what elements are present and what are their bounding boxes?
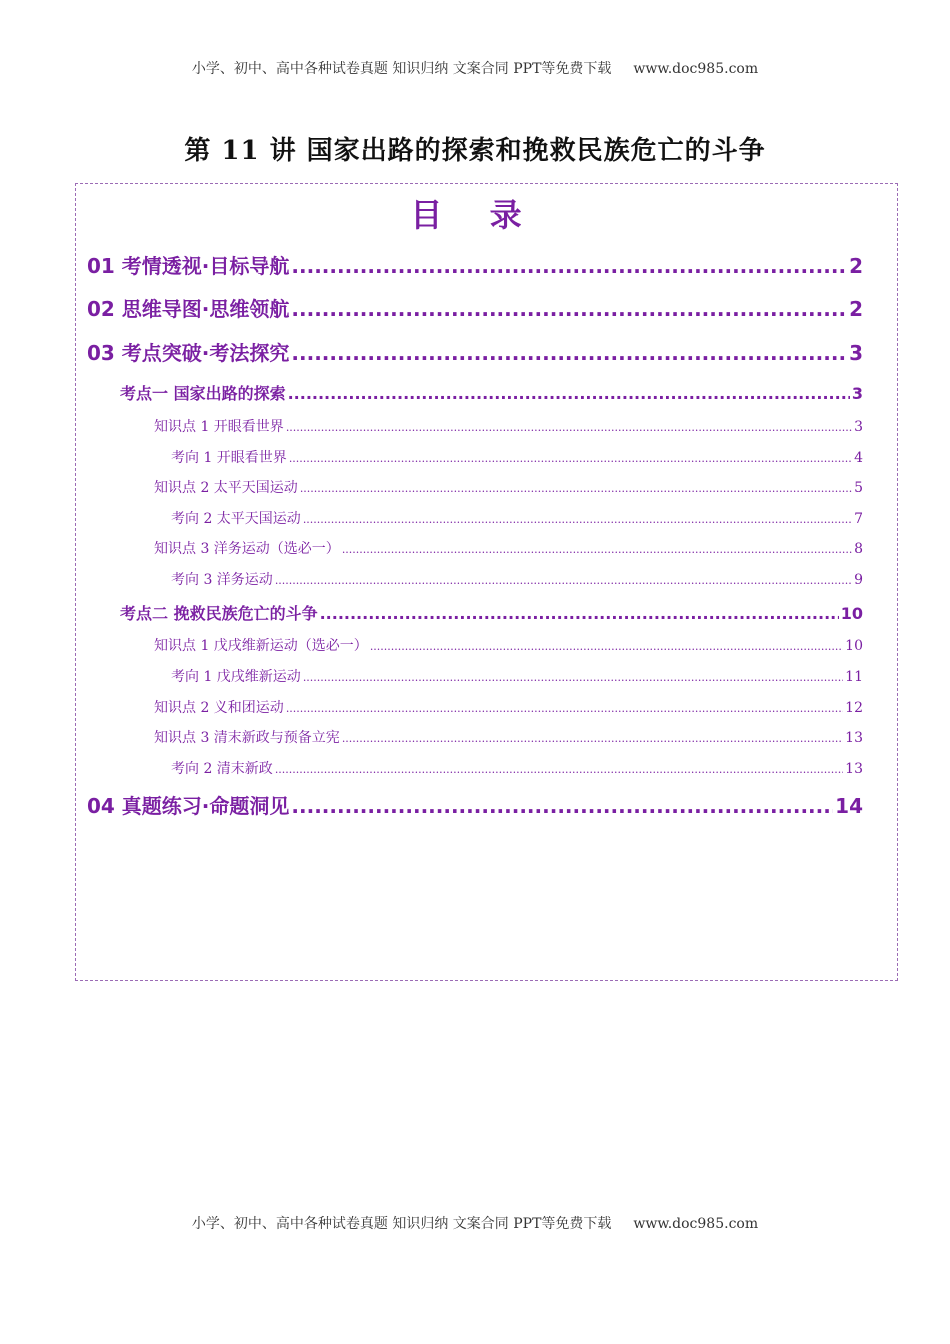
toc-entry[interactable] (87, 790, 863, 819)
toc-entry-page: 11 (845, 669, 863, 685)
toc-entry-label: 知识点 2 义和团运动 (154, 700, 284, 716)
toc-entry-label: 知识点 1 开眼看世界 (154, 419, 284, 435)
toc-entry-page: 10 (840, 604, 863, 623)
toc-dot-leader (288, 384, 850, 403)
toc-entry[interactable] (154, 477, 863, 497)
toc-entry[interactable] (87, 337, 863, 366)
toc-dot-leader (291, 297, 847, 321)
toc-entry[interactable] (154, 635, 863, 655)
toc-entry[interactable] (154, 727, 863, 747)
toc-dot-leader (342, 730, 843, 746)
toc-entry[interactable] (87, 250, 863, 279)
toc-entry[interactable] (87, 293, 863, 322)
toc-entry-page: 3 (851, 384, 863, 403)
toc-entry[interactable] (171, 758, 863, 778)
toc-entry-page: 3 (849, 341, 863, 365)
toc-entry-page: 2 (849, 297, 863, 321)
toc-entry[interactable] (120, 601, 863, 624)
toc-entry-label: 03 考点突破·考法探究 (87, 341, 290, 365)
toc-entry-label: 02 思维导图·思维领航 (87, 297, 290, 321)
toc-entry-label: 01 考情透视·目标导航 (87, 254, 290, 278)
toc-entry-page: 2 (849, 254, 863, 278)
toc-heading: 目 录 (410, 196, 540, 234)
footer-text: 小学、初中、高中各种试卷真题 知识归纳 文案合同 PPT等免费下载 (191, 1216, 612, 1232)
toc-dot-leader (342, 541, 852, 557)
toc-entry[interactable] (171, 508, 863, 528)
toc-entry-page: 3 (854, 419, 863, 435)
toc-entry[interactable] (171, 447, 863, 467)
toc-entry-page: 7 (854, 511, 863, 527)
footer-site-link[interactable]: www.doc985.com (633, 1216, 759, 1232)
toc-entry-label: 考向 1 戊戌维新运动 (171, 669, 301, 685)
toc-entry[interactable] (171, 666, 863, 686)
header-site-link[interactable]: www.doc985.com (633, 61, 759, 77)
toc-entry-label: 04 真题练习·命题洞见 (87, 794, 290, 818)
toc-dot-leader (286, 700, 843, 716)
toc-entry-page: 12 (845, 700, 863, 716)
toc-dot-leader (275, 572, 852, 588)
toc-entry-page: 8 (854, 541, 863, 557)
toc-dot-leader (300, 480, 852, 496)
toc-entry-label: 考向 2 太平天国运动 (171, 511, 301, 527)
page-title: 第 11 讲 国家出路的探索和挽救民族危亡的斗争 (184, 136, 766, 166)
toc-dot-leader (286, 419, 852, 435)
toc-entry-page: 14 (835, 794, 863, 818)
toc-entry-label: 考点一 国家出路的探索 (120, 384, 286, 403)
toc-entry-label: 考向 3 洋务运动 (171, 572, 273, 588)
toc-dot-leader (303, 511, 852, 527)
toc-entry-label: 考向 2 清末新政 (171, 761, 273, 777)
toc-entry[interactable] (154, 697, 863, 717)
toc-entry-page: 4 (854, 450, 863, 466)
toc-dot-leader (303, 669, 843, 685)
toc-dot-leader (291, 254, 847, 278)
toc-dot-leader (291, 341, 847, 365)
toc-entry-label: 知识点 1 戊戌维新运动（选必一） (154, 638, 368, 654)
header-text: 小学、初中、高中各种试卷真题 知识归纳 文案合同 PPT等免费下载 (191, 61, 612, 77)
toc-entry-page: 13 (845, 761, 863, 777)
page-footer (0, 1213, 950, 1233)
page-header (0, 58, 950, 78)
toc-dot-leader (320, 604, 839, 623)
toc-entry[interactable] (171, 569, 863, 589)
toc-dot-leader (289, 450, 852, 466)
toc-entry-page: 10 (845, 638, 863, 654)
toc-entry-label: 知识点 2 太平天国运动 (154, 480, 298, 496)
toc-entry-page: 13 (845, 730, 863, 746)
toc-entry[interactable] (120, 381, 863, 404)
toc-entry-page: 5 (854, 480, 863, 496)
toc-entry[interactable] (154, 538, 863, 558)
toc-entry-page: 9 (854, 572, 863, 588)
toc-entry-label: 考向 1 开眼看世界 (171, 450, 287, 466)
toc-dot-leader (275, 761, 843, 777)
toc-entry-label: 知识点 3 洋务运动（选必一） (154, 541, 340, 557)
toc-entry[interactable] (154, 416, 863, 436)
toc-entry-label: 知识点 3 清末新政与预备立宪 (154, 730, 340, 746)
toc-dot-leader (370, 638, 843, 654)
toc-dot-leader (291, 794, 833, 818)
toc-entry-label: 考点二 挽救民族危亡的斗争 (120, 604, 318, 623)
